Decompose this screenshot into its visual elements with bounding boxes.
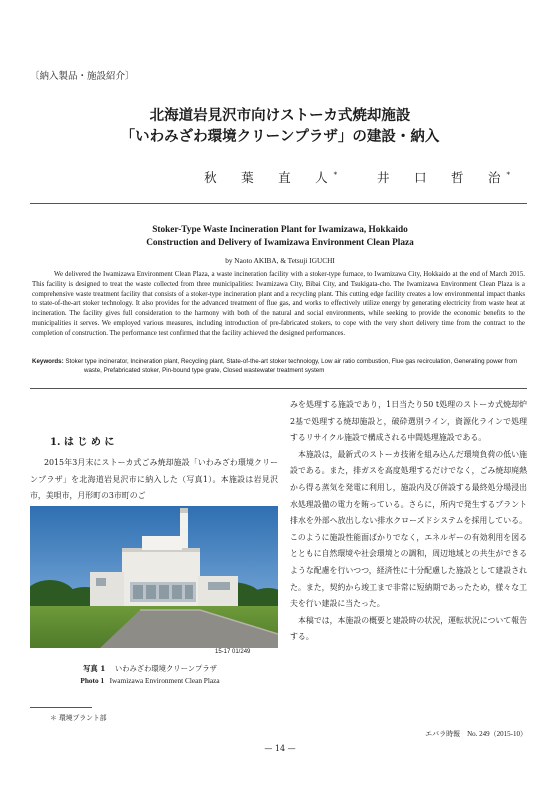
- page-number: — 14 —: [264, 744, 296, 753]
- photo-caption-jp-label: 写真 1: [83, 664, 106, 673]
- right-paragraph-3: 本稿では，本施設の概要と建設時の状況，運転状況について報告する。: [290, 615, 527, 642]
- footnote: ＊ 環境プラント部: [50, 714, 107, 722]
- footnote-rule: [30, 707, 92, 708]
- plant-photo-image: [30, 506, 278, 648]
- photo-caption-en-text: Iwamizawa Environment Clean Plaza: [109, 676, 220, 685]
- abstract-bottom-rule: [30, 388, 527, 389]
- right-paragraph-2: 本施設は，最新式のストーカ技術を組み込んだ環境負荷の低い施設である。また，排ガスを高度処理するだけでなく，ごみ焼却廃熱から得る蒸気を発電に利用し，施設内及び併設する最終処分場浸出水処理設備の電力を賄っている。さらに，所内で発生するプラント排水を外部へ放出しない排水クローズドシステムを採用している。このように施設性能面ばかりでなく，エネルギーの有効利用を図るとともに自然環境や社会環境との調和，周辺地域との共生ができるような配慮を行いつつ，経済性に十分配慮した施設として建設された。また，契約から竣工まで非常に短納期であったため，様々な工夫を行い建設に当たった。: [290, 449, 527, 609]
- abstract-top-rule: [30, 203, 527, 204]
- author-mark-2: *: [506, 170, 510, 179]
- section-heading: 1. は じ め に: [50, 437, 115, 448]
- abstract-text: We delivered the Iwamizawa Environment Clean Plaza, a waste incineration facility with a stoker-type furnace, to Iwamizawa City, Hokkaido at the end of March 2015. This facility is designed to treat the waste collected from three municipalities: Iwamizawa City, Bibai City, and Tsukigata-cho. The Iwamizawa Environment Clean Plaza is a comprehensive waste treatment facility that consists of a stoker-type incineration plant and a recycling plant. This cutting edge facility creates a low environmental impact thanks to state-of-the-art stoker technology. It also provides for the advanced treatment of flue gas, and works to effectively utilize energy by generating electricity from waste heat at incineration. The facility gives full consideration to the harmony with both of the natural and social environments, while seeking to provide the economic benefits to the municipalities it serves. We employed various measures, including introduction of pre-fabricated stokers, to cope with the very short delivery time from the contract to the completion of construction. The performance test confirmed that the facility achieved the designed performances.: [32, 271, 525, 337]
- right-paragraph-1: みを処理する施設であり，1日当たり50 t処理のストーカ式焼却炉2基で処理する焼却施設と，破砕選別ライン，資源化ラインで処理するリサイクル施設で構成される中間処理施設である。: [290, 400, 527, 443]
- photo-caption-jp-text: いわみざわ環境クリーンプラザ: [114, 664, 217, 673]
- author-2: 井 口 哲 治: [376, 170, 507, 185]
- english-title-line-1: Stoker-Type Waste Incineration Plant for Iwamizawa, Hokkaido: [152, 225, 408, 235]
- keywords-label: Keywords:: [32, 358, 64, 365]
- plant-photo: [30, 506, 278, 648]
- author-1: 秋 葉 直 人: [204, 170, 334, 185]
- photo-code: 15-17 01/249: [215, 649, 251, 655]
- photo-caption-en: [0, 676, 300, 685]
- article-category: 〔納入製品・施設紹介〕: [30, 71, 135, 82]
- journal-info: エバラ時報 No. 249（2015-10）: [425, 730, 527, 738]
- japanese-title-line-1: 北海道岩見沢市向けストーカ式焼却施設: [149, 107, 411, 124]
- keywords: [32, 358, 524, 376]
- english-title-line-2: Construction and Delivery of Iwamizawa Environment Clean Plaza: [146, 238, 414, 248]
- right-column: [290, 397, 527, 646]
- japanese-title-line-2: 「いわみざわ環境クリーンプラザ」の建設・納入: [120, 128, 440, 145]
- photo-caption-jp: [0, 664, 300, 674]
- japanese-authors: [204, 168, 510, 186]
- author-mark-1: *: [333, 170, 338, 179]
- english-authors: by Naoto AKIBA, & Tetsuji IGUCHI: [225, 256, 335, 265]
- keywords-list: Stoker type incinerator, Incineration plant, Recycling plant, State-of-the-art stoker technology, Low air ratio combustion, Flue gas recirculation, Generating power from waste, Prefabricated stoker, Pin-bound type grate, Closed wastewater treatment system: [65, 358, 518, 374]
- photo-caption-en-label: Photo 1: [80, 676, 105, 685]
- left-column-paragraph: 2015年3月末にストーカ式ごみ焼却施設「いわみざわ環境クリーンプラザ」を北海道岩見沢市に納入した（写真1）。本施設は岩見沢市，美唄市，月形町の3市町のご: [30, 458, 278, 501]
